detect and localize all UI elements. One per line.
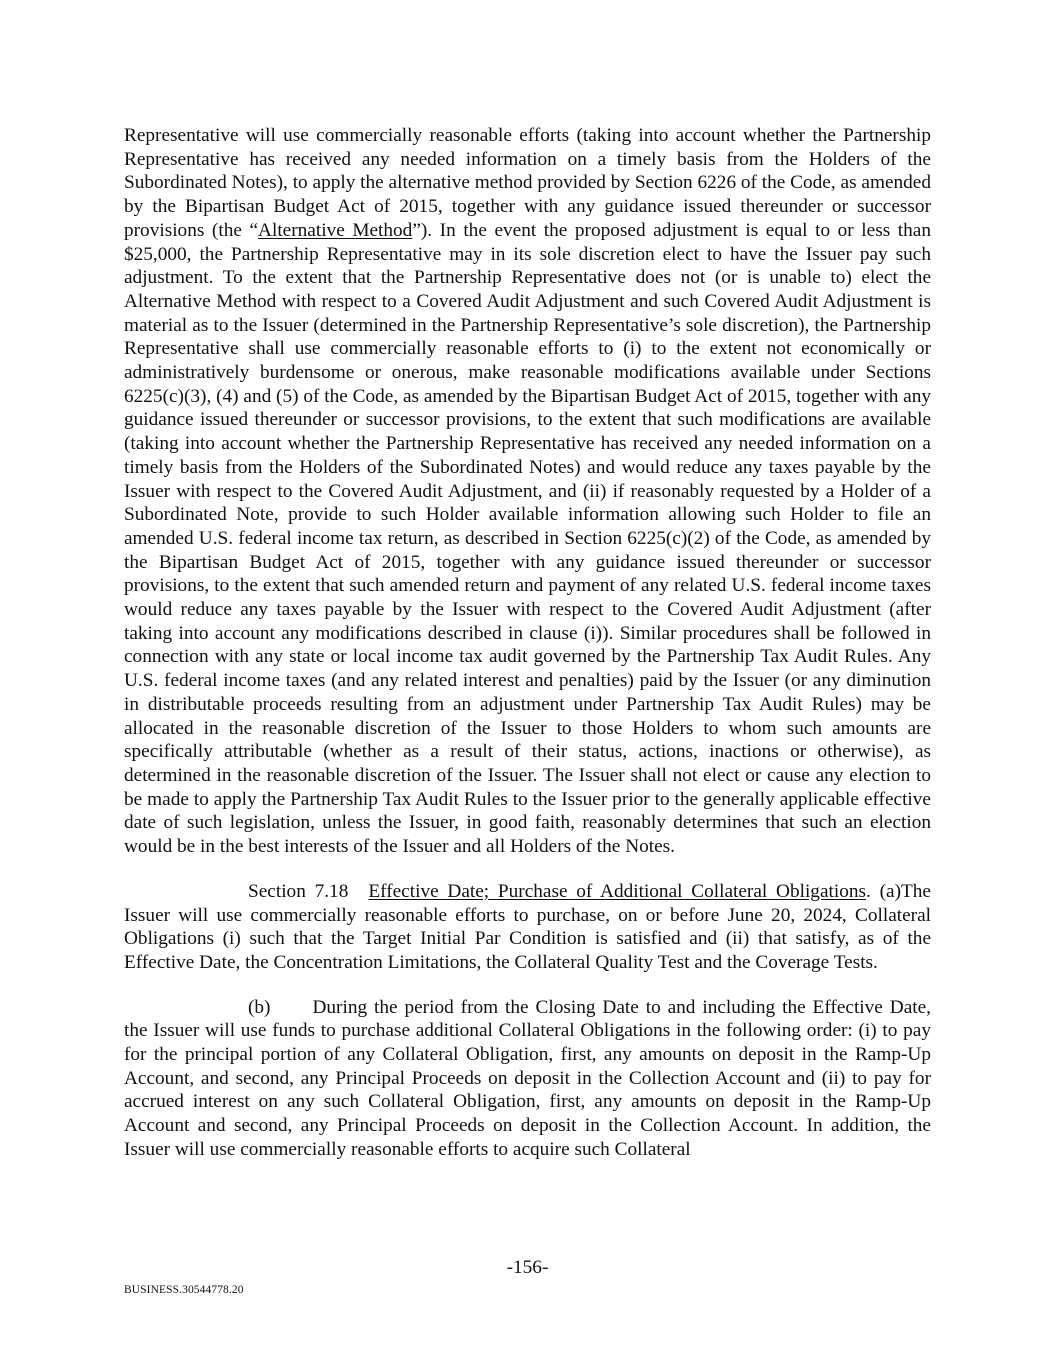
paragraph-tax-audit <box>124 124 931 859</box>
section-7-18-paragraph <box>124 880 931 975</box>
section-body: (a)The Issuer will use commercially reasonable efforts to purchase, on or before June 20, 2024, Collateral Obligations (i) such that the Target Initial Par Condition is satisfied and (ii) that satisfy, as of the Effective Date, the Concentration Limitations, the Collateral Quality Test and the Coverage Tests. <box>124 880 931 973</box>
section-heading-period: . <box>866 880 871 902</box>
document-id: BUSINESS.30544778.20 <box>124 1284 244 1296</box>
subsection-b-paragraph <box>124 996 931 1162</box>
document-page <box>124 124 931 1162</box>
section-heading: Effective Date; Purchase of Additional Collateral Obligations <box>368 880 867 902</box>
paragraph-text-rest: ”). In the event the proposed adjustment is equal to or less than $25,000, the Partnership Representative may in its sole discretion elect to have the Issuer pay such adjustment. To the extent that the Partnership Representative does not (or is unable to) elect the Alternative Method with respect to a Covered Audit Adjustment and such Covered Audit Adjustment is material as to the Issuer (determined in the Partnership Representative’s sole discretion), the Partnership Representative shall use commercially reasonable efforts to (i) to the extent not economically or administratively burdensome or onerous, make reasonable modifications available under Sections 6225(c)(3), (4) and (5) of the Code, as amended by the Bipartisan Budget Act of 2015, together with any guidance issued thereunder or successor provisions, to the extent that such modifications are available (taking into account whether the Partnership Representative has received any needed information on a timely basis from the Holders of the Subordinated Notes) and would reduce any taxes payable by the Issuer with respect to the Covered Audit Adjustment, and (ii) if reasonably requested by a Holder of a Subordinated Note, provide to such Holder available information allowing such Holder to file an amended U.S. federal income tax return, as described in Section 6225(c)(2) of the Code, as amended by the Bipartisan Budget Act of 2015, together with any guidance issued thereunder or successor provisions, to the extent that such amended return and payment of any related U.S. federal income taxes would reduce any taxes payable by the Issuer with respect to the Covered Audit Adjustment (after taking into account any modifications described in clause (i)). Similar procedures shall be followed in connection with any state or local income tax audit governed by the Partnership Tax Audit Rules. Any U.S. federal income taxes (and any related interest and penalties) paid by the Issuer (or any diminution in distributable proceeds resulting from an adjustment under Partnership Tax Audit Rules) may be allocated in the reasonable discretion of the Issuer to those Holders to whom such amounts are specifically attributable (whether as a result of their status, actions, inactions or otherwise), as determined in the reasonable discretion of the Issuer. The Issuer shall not elect or cause any election to be made to apply the Partnership Tax Audit Rules to the Issuer prior to the generally applicable effective date of such legislation, unless the Issuer, in good faith, reasonably determines that such an election would be in the best interests of the Issuer and all Holders of the Notes. <box>124 219 931 858</box>
page-number: -156- <box>506 1257 549 1278</box>
section-number: Section 7.18 <box>248 880 349 902</box>
subsection-body: During the period from the Closing Date to and including the Effective Date, the Issuer will use funds to purchase additional Collateral Obligations in the following order: (i) to pay for the principal portion of any Collateral Obligation, first, any amounts on deposit in the Ramp-Up Account, and second, any Principal Proceeds on deposit in the Collection Account and (ii) to pay for accrued interest on any such Collateral Obligation, first, any amounts on deposit in the Ramp-Up Account and second, any Principal Proceeds on deposit in the Collection Account. In addition, the Issuer will use commercially reasonable efforts to acquire such Collateral <box>124 996 931 1160</box>
paragraph-text-start: Representative will use commercially reasonable efforts (taking into account whether the Partnership Representative has received any needed information on a timely basis from the Holders of the Subordinated Notes), to apply the alternative method provided by Section 6226 of the Code, as amended by the Bipartisan Budget Act of 2015, together with any guidance issued thereunder or successor provisions (the “ <box>124 125 931 241</box>
subsection-label: (b) <box>248 996 271 1018</box>
defined-term-alternative-method: Alternative Method <box>258 219 413 241</box>
